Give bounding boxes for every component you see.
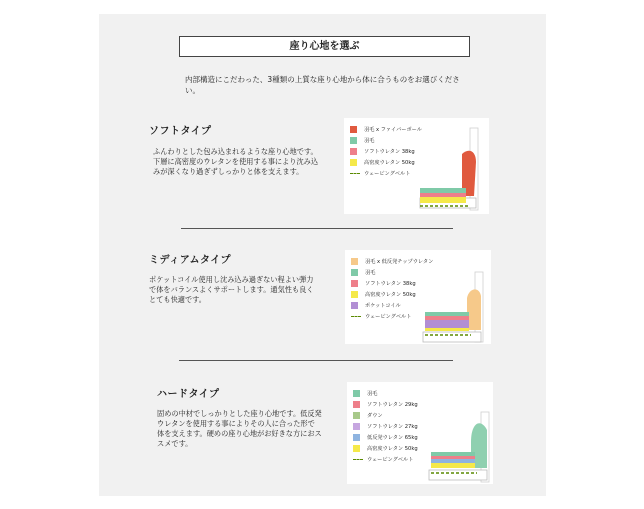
medium-seat-pocket-coil (425, 320, 469, 328)
legend-label: ポケットコイル (365, 303, 401, 309)
legend-label: 羽毛 (365, 270, 376, 276)
hard-seat-soft-urethane (431, 456, 475, 459)
legend-label: ソフトウレタン 38kg (364, 149, 415, 155)
soft-seat-high-density (420, 197, 466, 203)
intro-text: 内部構造にこだわった、3種類の上質な座り心地から体に合うものをお選びください。 (185, 75, 460, 95)
medium-type-description: ポケットコイル使用し沈み込み過ぎない程よい弾力で体をバランスよくサポートします。通気性も良くとても快適です。 (149, 275, 314, 304)
legend-label: ウェービングベルト (364, 171, 411, 177)
content-panel (99, 14, 546, 496)
hard-type-title: ハードタイプ (157, 389, 220, 400)
medium-base (423, 332, 481, 342)
legend-label: 高密度ウレタン 50kg (367, 446, 418, 452)
legend-label: ソフトウレタン 38kg (365, 281, 416, 287)
legend-label: ウェービングベルト (365, 314, 412, 320)
medium-seat-down (425, 312, 469, 316)
legend-label: 高密度ウレタン 50kg (365, 292, 416, 298)
legend-label: 羽毛 (367, 391, 378, 397)
hard-seat-high-density (431, 463, 475, 468)
legend-label: 羽毛 x 低反発チップウレタン (365, 259, 434, 265)
soft-seat-soft-urethane (420, 193, 466, 197)
medium-seat-soft-urethane (425, 316, 469, 320)
medium-cushion-illustration (345, 250, 491, 344)
soft-type-diagram (344, 118, 489, 214)
hard-type-description: 固めの中材でしっかりとした座り心地です。低反発ウレタンを使用する事によりその人に合った形で体を支えます。硬めの座り心地がお好きな方におススメです。 (157, 409, 322, 448)
hard-seat-low-rebound (431, 459, 475, 463)
section-divider (179, 360, 453, 361)
legend-label: 羽毛 x ファイバーボール (364, 127, 422, 133)
legend-label: 高密度ウレタン 50kg (364, 160, 415, 166)
section-divider (181, 228, 453, 229)
medium-back-cushion (467, 289, 481, 330)
legend-label: ダウン (367, 413, 383, 419)
soft-type-title: ソフトタイプ (149, 126, 212, 137)
legend-label: ソフトウレタン 29kg (367, 402, 418, 408)
medium-seat-high-density (425, 328, 469, 331)
medium-type-diagram (345, 250, 491, 344)
page-title: 座り心地を選ぶ (179, 36, 470, 57)
soft-type-description: ふんわりとした包み込まれるような座り心地です。下層に高密度のウレタンを使用する事により沈み込みが深くなり過ぎずしっかりと体を支えます。 (153, 147, 319, 176)
hard-base (429, 470, 487, 480)
hard-seat-down (431, 452, 475, 456)
soft-cushion-illustration (344, 118, 489, 214)
legend-label: 低反発ウレタン 65kg (367, 435, 418, 441)
hard-cushion-illustration (347, 382, 493, 484)
legend-label: ソフトウレタン 27kg (367, 424, 418, 430)
soft-seat-down (420, 188, 466, 193)
legend-label: ウェービングベルト (367, 457, 414, 463)
legend-label: 羽毛 (364, 138, 375, 144)
medium-type-title: ミディアムタイプ (149, 255, 231, 266)
hard-type-diagram (347, 382, 493, 484)
